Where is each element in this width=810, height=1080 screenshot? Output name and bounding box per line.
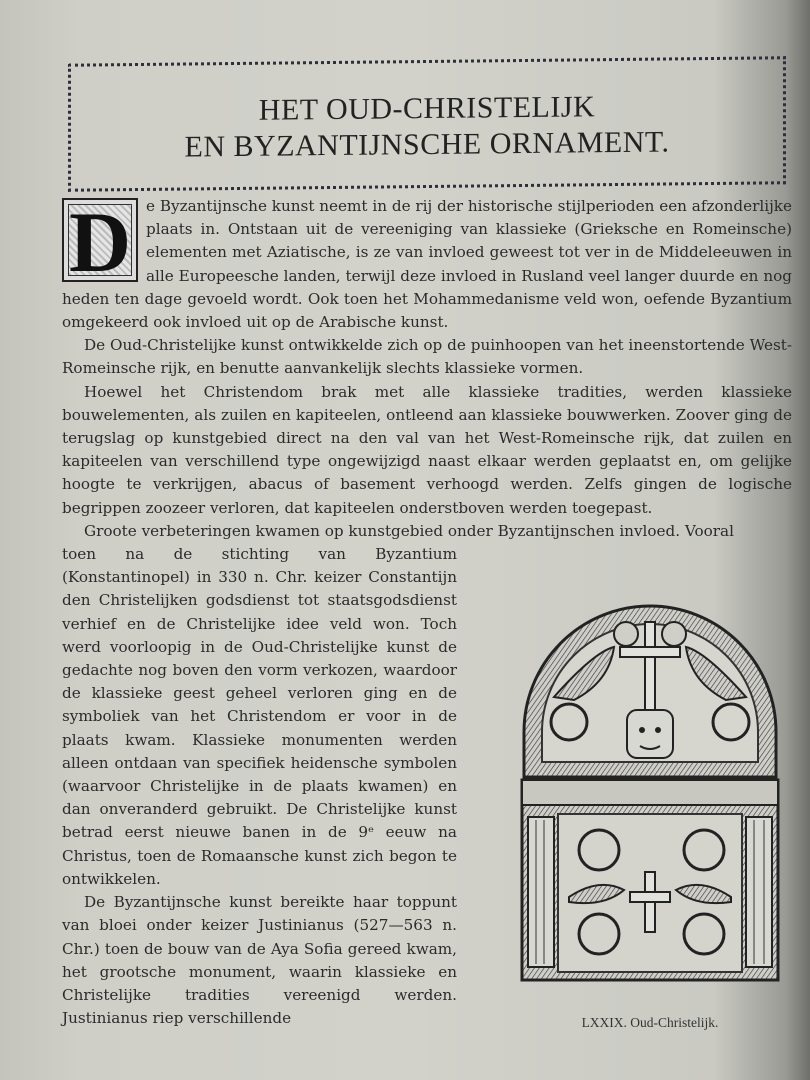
paragraph-5: De Byzantijnsche kunst bereikte haar toppunt van bloei onder keizer Justinianus (527—563 n. Chr.) toen de bouw van de Aya Sofia gereed kwam, het grootsche monument, waarin klassieke en Christelijke tradities vereenigd werden. Justinianus riep verschillende: [62, 893, 457, 1028]
title-frame: [68, 56, 786, 192]
paragraph-2: De Oud-Christelijke kunst ontwikkelde zich op de puinhoopen van het ineenstortende West-Romeinsche rijk, en benutte aanvankelijk slechts klassieke vormen.: [62, 336, 792, 378]
paragraph-3: Hoewel het Christendom brak met alle klassieke tradities, werden klassieke bouwelementen, als zuilen en kapiteelen, ontleend aan klassieke bouwwerken. Zoover ging de terugslag op kunstgebied direct na den val van het West-Romeinsche rijk, dat zuilen en kapiteelen van verschillend type ongewijzigd naast elkaar werden geplaatst en, om gelijke hoogte te verkrijgen, abacus of basement verhoogd werden. Zelfs gingen de logische begrippen zoozeer verloren, dat kapiteelen onderstboven werden toegepast.: [62, 382, 792, 517]
stele-illustration-icon: [514, 592, 786, 982]
figure-stele: [506, 592, 796, 987]
paragraph-4-cont: toen na de stichting van Byzantium (Konstantinopel) in 330 n. Chr. keizer Constantijn den Christelijken godsdienst tot staatsgodsdienst verhief en de Christelijke idee veld won. Toch werd voorloopig in de Oud-Christelijke kunst de gedachte nog boven den vorm verkozen, waardoor de klassieke geest geheel verloren ging en de symboliek van het Christendom er voor in de plaats kwam. Klassieke monumenten werden alleen ontdaan van specifiek heidensche symbolen (waarvoor Christelijke in de plaats kwamen) en dan onveranderd gebruikt. De Christelijke kunst betrad eerst nieuwe banen in de 9ᵉ eeuw na Christus, toen de Romaansche kunst zich begon te ontwikkelen.: [62, 545, 457, 888]
figure-caption: LXXIX. Oud-Christelijk.: [581, 1015, 719, 1030]
dropcap-letter: D: [68, 194, 132, 290]
paragraph-1: [62, 195, 792, 334]
paragraph-4-lead: Groote verbeteringen kwamen op kunstgebied onder Byzantijnschen invloed. Vooral: [84, 521, 734, 540]
title-line-2: EN BYZANTIJNSCHE ORNAMENT.: [184, 125, 670, 164]
paragraph-1-text: e Byzantijnsche kunst neemt in de rij der historische stijlperioden een afzonderlijke plaats in. Ontstaan uit de vereeniging van klassieke (Grieksche en Romeinsche) elementen met Aziatische, is ze van invloed geweest tot ver in de Middeleeuwen in alle Europeesche landen, terwijl deze invloed in Rusland veel langer duurde en nog heden ten dage gevoeld wordt. Ook toen het Mohammedanisme veld won, oefende Byzantium omgekeerd ook invloed uit op de Arabische kunst.: [62, 197, 792, 332]
narrow-column: [62, 543, 457, 1030]
dropcap-ornament: [62, 194, 138, 290]
page-title: [71, 87, 783, 166]
title-line-1: HET OUD-CHRISTELIJK: [258, 90, 596, 127]
